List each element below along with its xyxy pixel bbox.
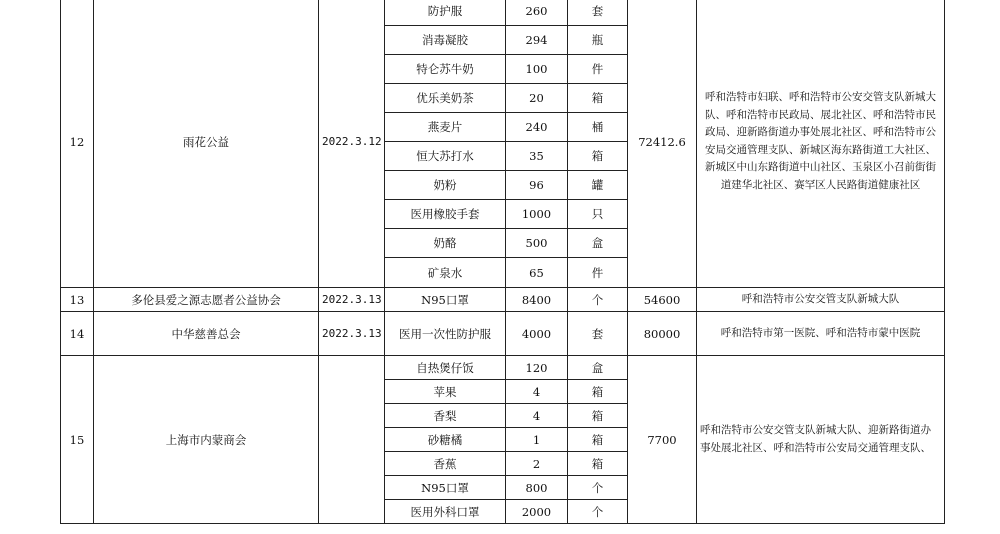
item-qty: 2000 xyxy=(506,500,568,524)
item-qty: 20 xyxy=(506,84,568,113)
item-qty: 4 xyxy=(506,404,568,428)
item-name: 医用一次性防护服 xyxy=(385,312,506,356)
donation-date xyxy=(319,356,385,524)
item-unit: 箱 xyxy=(568,428,628,452)
item-qty: 294 xyxy=(506,26,568,55)
row-number: 15 xyxy=(61,356,94,524)
item-unit: 件 xyxy=(568,258,628,288)
item-qty: 800 xyxy=(506,476,568,500)
item-unit: 罐 xyxy=(568,171,628,200)
donation-amount: 80000 xyxy=(628,312,697,356)
item-name: 特仑苏牛奶 xyxy=(385,55,506,84)
donation-amount: 72412.6 xyxy=(628,0,697,288)
item-name: 燕麦片 xyxy=(385,113,506,142)
item-name: 奶酪 xyxy=(385,229,506,258)
donor-name: 上海市内蒙商会 xyxy=(94,356,319,524)
item-qty: 240 xyxy=(506,113,568,142)
item-name: 苹果 xyxy=(385,380,506,404)
item-name: 防护服 xyxy=(385,0,506,26)
item-qty: 96 xyxy=(506,171,568,200)
item-qty: 4000 xyxy=(506,312,568,356)
item-unit: 箱 xyxy=(568,142,628,171)
item-name: 矿泉水 xyxy=(385,258,506,288)
item-qty: 4 xyxy=(506,380,568,404)
item-qty: 500 xyxy=(506,229,568,258)
item-name: 砂糖橘 xyxy=(385,428,506,452)
item-name: 奶粉 xyxy=(385,171,506,200)
donor-name: 中华慈善总会 xyxy=(94,312,319,356)
item-name: 香梨 xyxy=(385,404,506,428)
donation-date: 2022.3.13 xyxy=(319,288,385,312)
item-qty: 260 xyxy=(506,0,568,26)
item-qty: 100 xyxy=(506,55,568,84)
item-qty: 1 xyxy=(506,428,568,452)
item-unit: 盒 xyxy=(568,229,628,258)
recipient-list: 呼和浩特市公安交管支队新城大队、迎新路街道办事处展北社区、呼和浩特市公安局交通管理支队、 xyxy=(697,356,945,524)
item-unit: 套 xyxy=(568,312,628,356)
item-unit: 桶 xyxy=(568,113,628,142)
item-unit: 箱 xyxy=(568,404,628,428)
row-number: 14 xyxy=(61,312,94,356)
row-number: 12 xyxy=(61,0,94,288)
item-qty: 35 xyxy=(506,142,568,171)
item-unit: 箱 xyxy=(568,380,628,404)
item-unit: 瓶 xyxy=(568,26,628,55)
item-name: 自热煲仔饭 xyxy=(385,356,506,380)
item-name: N95口罩 xyxy=(385,288,506,312)
donation-date: 2022.3.13 xyxy=(319,312,385,356)
row-number: 13 xyxy=(61,288,94,312)
item-qty: 2 xyxy=(506,452,568,476)
donation-amount: 7700 xyxy=(628,356,697,524)
item-name: 恒大苏打水 xyxy=(385,142,506,171)
table-row xyxy=(61,356,945,380)
item-unit: 个 xyxy=(568,288,628,312)
item-unit: 箱 xyxy=(568,452,628,476)
item-qty: 8400 xyxy=(506,288,568,312)
item-unit: 个 xyxy=(568,476,628,500)
table-row xyxy=(61,312,945,356)
item-unit: 个 xyxy=(568,500,628,524)
item-name: N95口罩 xyxy=(385,476,506,500)
item-unit: 箱 xyxy=(568,84,628,113)
item-unit: 件 xyxy=(568,55,628,84)
item-qty: 65 xyxy=(506,258,568,288)
item-unit: 套 xyxy=(568,0,628,26)
item-name: 医用橡胶手套 xyxy=(385,200,506,229)
recipient-list: 呼和浩特市妇联、呼和浩特市公安交管支队新城大队、呼和浩特市民政局、展北社区、呼和浩特市民政局、迎新路街道办事处展北社区、呼和浩特市公安局交通管理支队、新城区海东路街道工大社区、新城区中山东路街道中山社区、玉泉区小召前街街道建华北社区、赛罕区人民路街道健康社区 xyxy=(697,0,945,288)
item-name: 消毒凝胶 xyxy=(385,26,506,55)
table-row xyxy=(61,0,945,26)
item-qty: 1000 xyxy=(506,200,568,229)
item-qty: 120 xyxy=(506,356,568,380)
recipient-list: 呼和浩特市第一医院、呼和浩特市蒙中医院 xyxy=(697,312,945,356)
recipient-list: 呼和浩特市公安交管支队新城大队 xyxy=(697,288,945,312)
donor-name: 多伦县爱之源志愿者公益协会 xyxy=(94,288,319,312)
donation-table xyxy=(60,0,945,524)
donor-name: 雨花公益 xyxy=(94,0,319,288)
item-name: 香蕉 xyxy=(385,452,506,476)
table-row xyxy=(61,288,945,312)
item-name: 医用外科口罩 xyxy=(385,500,506,524)
donation-date: 2022.3.12 xyxy=(319,0,385,288)
donation-amount: 54600 xyxy=(628,288,697,312)
item-unit: 盒 xyxy=(568,356,628,380)
item-unit: 只 xyxy=(568,200,628,229)
item-name: 优乐美奶茶 xyxy=(385,84,506,113)
